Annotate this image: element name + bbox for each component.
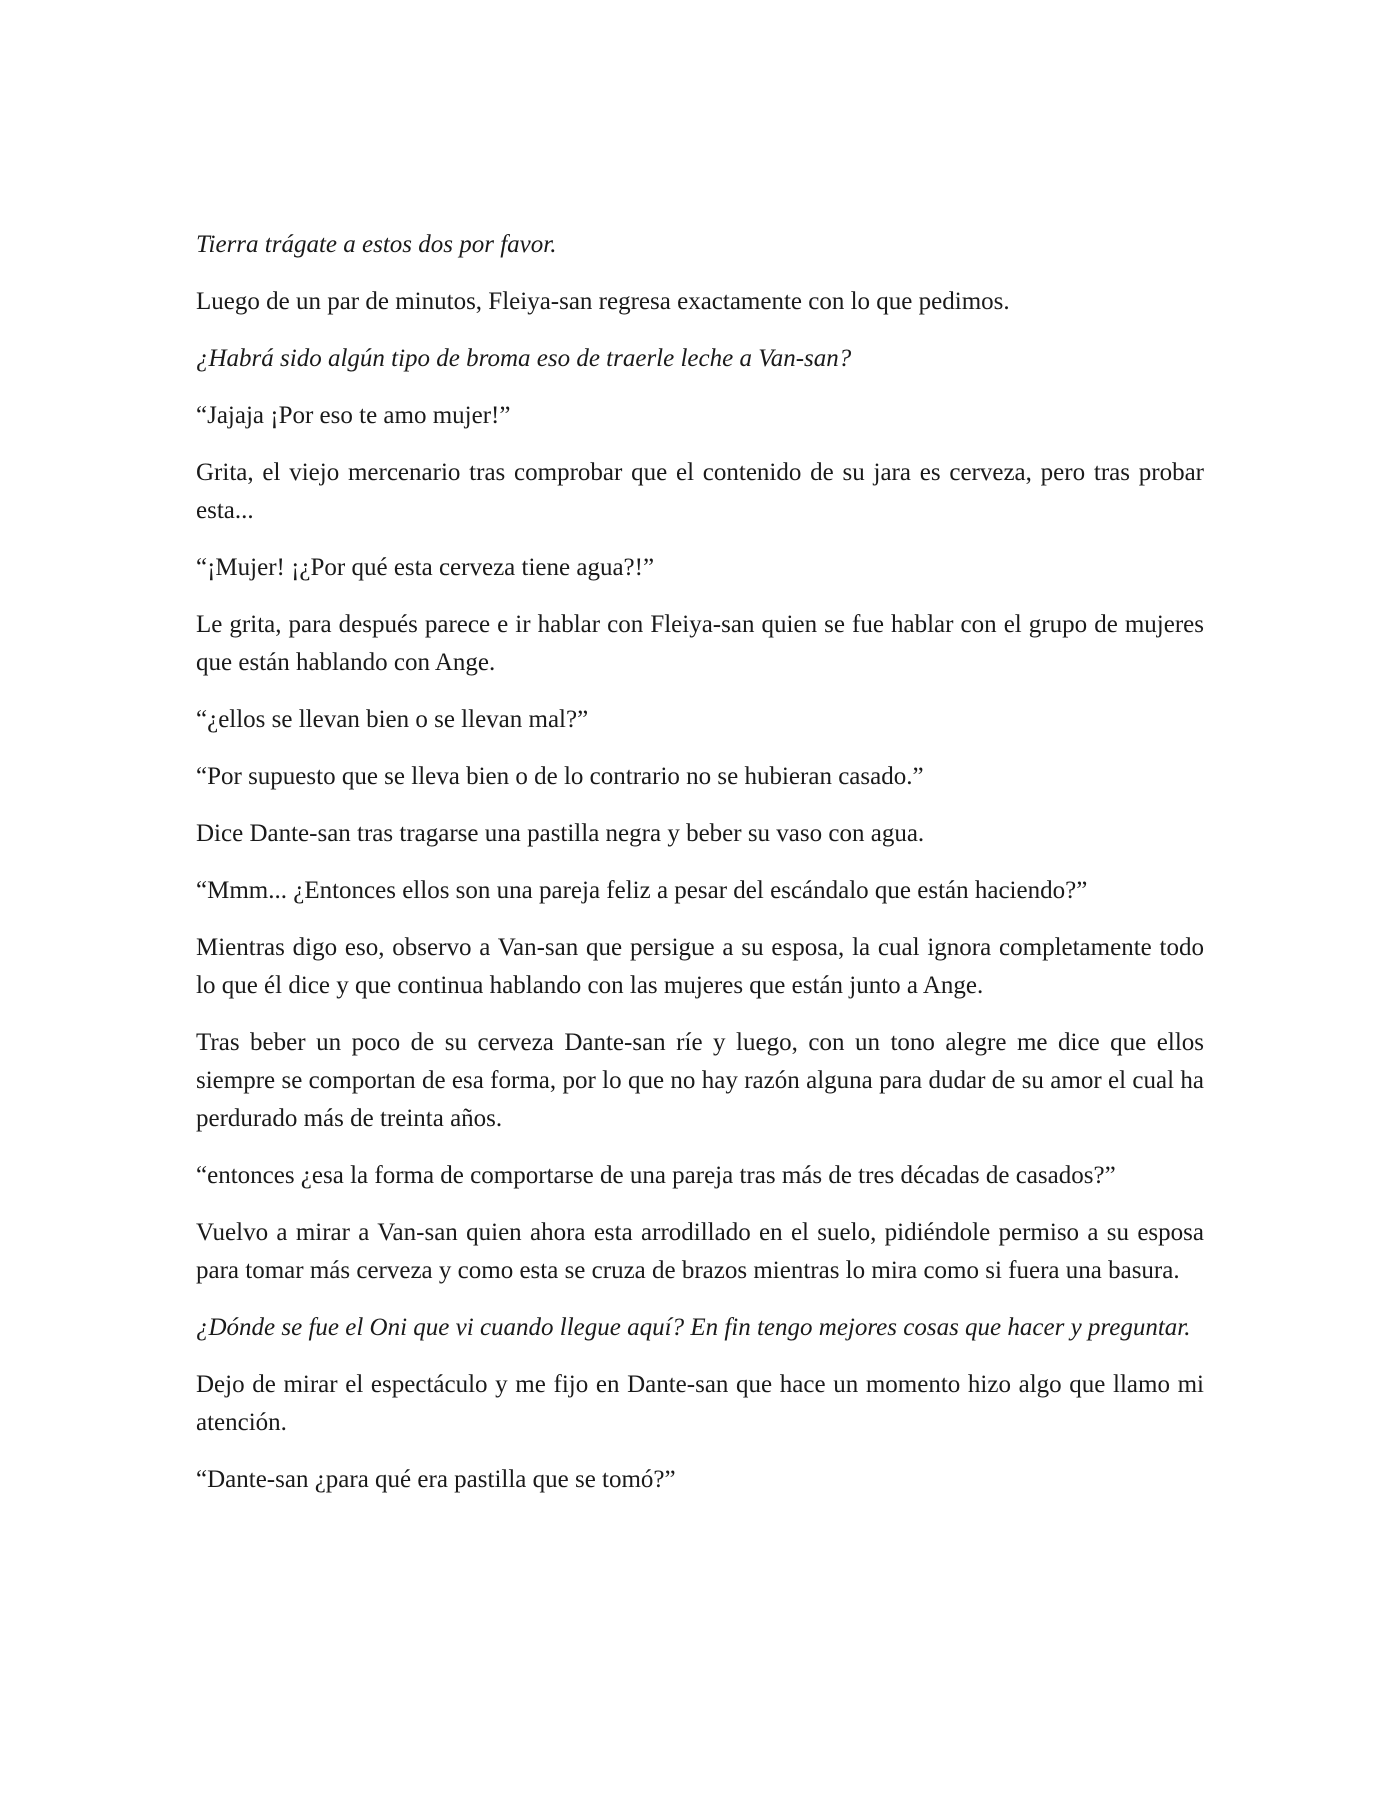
paragraph-dialogue: “Por supuesto que se lleva bien o de lo contrario no se hubieran casado.” (196, 763, 924, 790)
paragraph-dialogue: “Dante-san ¿para qué era pastilla que se tomó?” (196, 1466, 676, 1493)
paragraph: Vuelvo a mirar a Van-san quien ahora esta arrodillado en el suelo, pidiéndole permiso a su esposa para tomar más cerveza y como esta se cruza de brazos mientras lo mira como si fuera una basura. (196, 1219, 1204, 1284)
paragraph: Luego de un par de minutos, Fleiya-san regresa exactamente con lo que pedimos. (196, 288, 1010, 315)
paragraph-thought: ¿Dónde se fue el Oni que vi cuando llegue aquí? En fin tengo mejores cosas que hacer y preguntar. (196, 1314, 1191, 1341)
paragraph: Le grita, para después parece e ir hablar con Fleiya-san quien se fue hablar con el grupo de mujeres que están hablando con Ange. (196, 611, 1204, 676)
paragraph: Grita, el viejo mercenario tras comprobar que el contenido de su jara es cerveza, pero tras probar esta... (196, 459, 1204, 524)
paragraph: Mientras digo eso, observo a Van-san que persigue a su esposa, la cual ignora completamente todo lo que él dice y que continua hablando con las mujeres que están junto a Ange. (196, 934, 1204, 999)
paragraph: Dice Dante-san tras tragarse una pastilla negra y beber su vaso con agua. (196, 820, 925, 847)
paragraph-dialogue: “¿ellos se llevan bien o se llevan mal?” (196, 706, 589, 733)
paragraph: Tras beber un poco de su cerveza Dante-san ríe y luego, con un tono alegre me dice que ellos siempre se comportan de esa forma, por lo que no hay razón alguna para dudar de su amor el cual ha perdurado más de treinta años. (196, 1029, 1204, 1132)
paragraph-thought: ¿Habrá sido algún tipo de broma eso de traerle leche a Van-san? (196, 345, 852, 372)
paragraph-dialogue: “Mmm... ¿Entonces ellos son una pareja feliz a pesar del escándalo que están haciendo?” (196, 877, 1088, 904)
document-page (196, 226, 1204, 1518)
paragraph: Dejo de mirar el espectáculo y me fijo en Dante-san que hace un momento hizo algo que llamo mi atención. (196, 1371, 1204, 1436)
paragraph-thought: Tierra trágate a estos dos por favor. (196, 231, 557, 258)
paragraph-dialogue: “entonces ¿esa la forma de comportarse de una pareja tras más de tres décadas de casados?” (196, 1162, 1116, 1189)
paragraph-dialogue: “¡Mujer! ¡¿Por qué esta cerveza tiene agua?!” (196, 554, 655, 581)
paragraph-dialogue: “Jajaja ¡Por eso te amo mujer!” (196, 402, 511, 429)
